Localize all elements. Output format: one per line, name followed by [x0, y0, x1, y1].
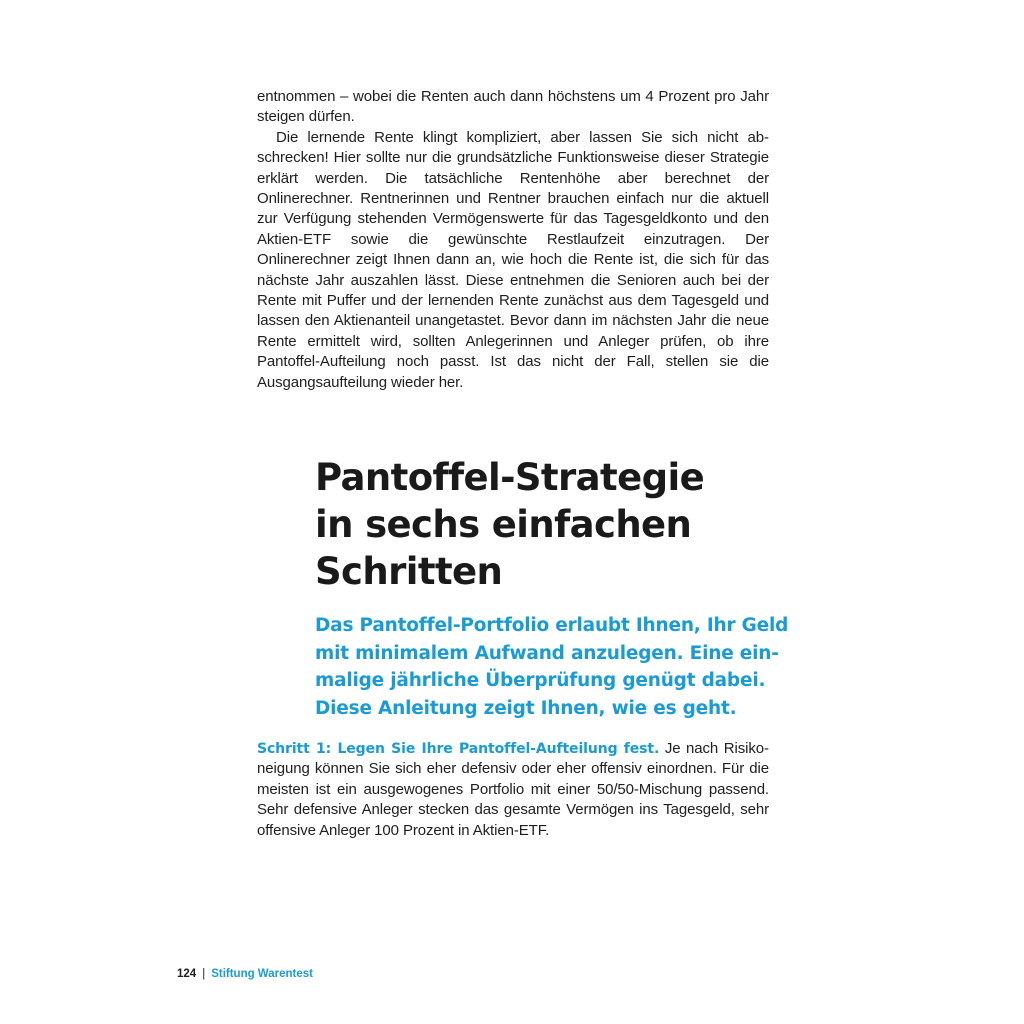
lead-line-3: malige jährliche Überprüfung genügt dabei.: [315, 670, 766, 691]
step-1-paragraph: [257, 739, 769, 841]
heading-line-2: in sechs einfachen: [315, 503, 692, 546]
lead-line-1: Das Pantoffel-Portfolio erlaubt Ihnen, Ihr Geld: [315, 615, 789, 636]
heading-line-3: Schritten: [315, 550, 503, 593]
section-heading: [315, 454, 775, 595]
page-number: 124: [177, 968, 197, 980]
step-1-block: [257, 739, 769, 841]
page-footer: [177, 968, 313, 980]
step-1-text: Je nach Risikoneigung können Sie sich eher defensiv oder eher offensiv einordnen. Für die meisten ist ein ausgewogenes Portfolio mit einer 50/50-Mischung passend. Sehr defensive Anleger stecken das gesamte Vermögen ins Tagesgeld, sehr offensive Anleger 100 Prozent in Aktien-ETF.: [257, 740, 769, 839]
step-1-label: Schritt 1: Legen Sie Ihre Pantoffel-Aufteilung fest.: [257, 741, 660, 757]
intro-text-block: [257, 87, 769, 393]
intro-paragraph-2: Die lernende Rente klingt kompliziert, aber lassen Sie sich nicht abschrecken! Hier sollte nur die grundsätzliche Funktionsweise dieser Strategie erklärt werden. Die tatsächliche Rentenhöhe aber berechnet der Onlinerechner. Rentnerinnen und Rentner brauchen einfach nur die aktuell zur Verfügung stehenden Vermögenswerte für das Tagesgeldkonto und den Aktien-ETF sowie die gewünschte Restlaufzeit einzutragen. Der Onlinerechner zeigt Ihnen dann an, wie hoch die Rente ist, die sich für das nächste Jahr auszahlen lässt. Diese entnehmen die Senioren auch bei der Rente mit Puffer und der lernenden Rente zunächst aus dem Tagesgeld und lassen den Aktienanteil unangetastet. Bevor dann im nächsten Jahr die neue Rente ermittelt wird, sollten Anlegerinnen und Anleger prüfen, ob ihre Pantoffel-Aufteilung noch passt. Ist das nicht der Fall, stellen sie die Ausgangsaufteilung wieder her.: [257, 128, 769, 391]
footer-separator: |: [202, 968, 206, 980]
heading-line-1: Pantoffel-Strategie: [315, 456, 705, 499]
lead-line-2: mit minimalem Aufwand anzulegen. Eine ein-: [315, 642, 779, 664]
lead-line-4: Diese Anleitung zeigt Ihnen, wie es geht.: [315, 697, 737, 719]
lead-paragraph: [315, 612, 789, 722]
publisher-name: Stiftung Warentest: [211, 968, 313, 980]
intro-paragraph-1: entnommen – wobei die Renten auch dann höchstens um 4 Prozent pro Jahr steigen dürfen.: [257, 88, 769, 126]
